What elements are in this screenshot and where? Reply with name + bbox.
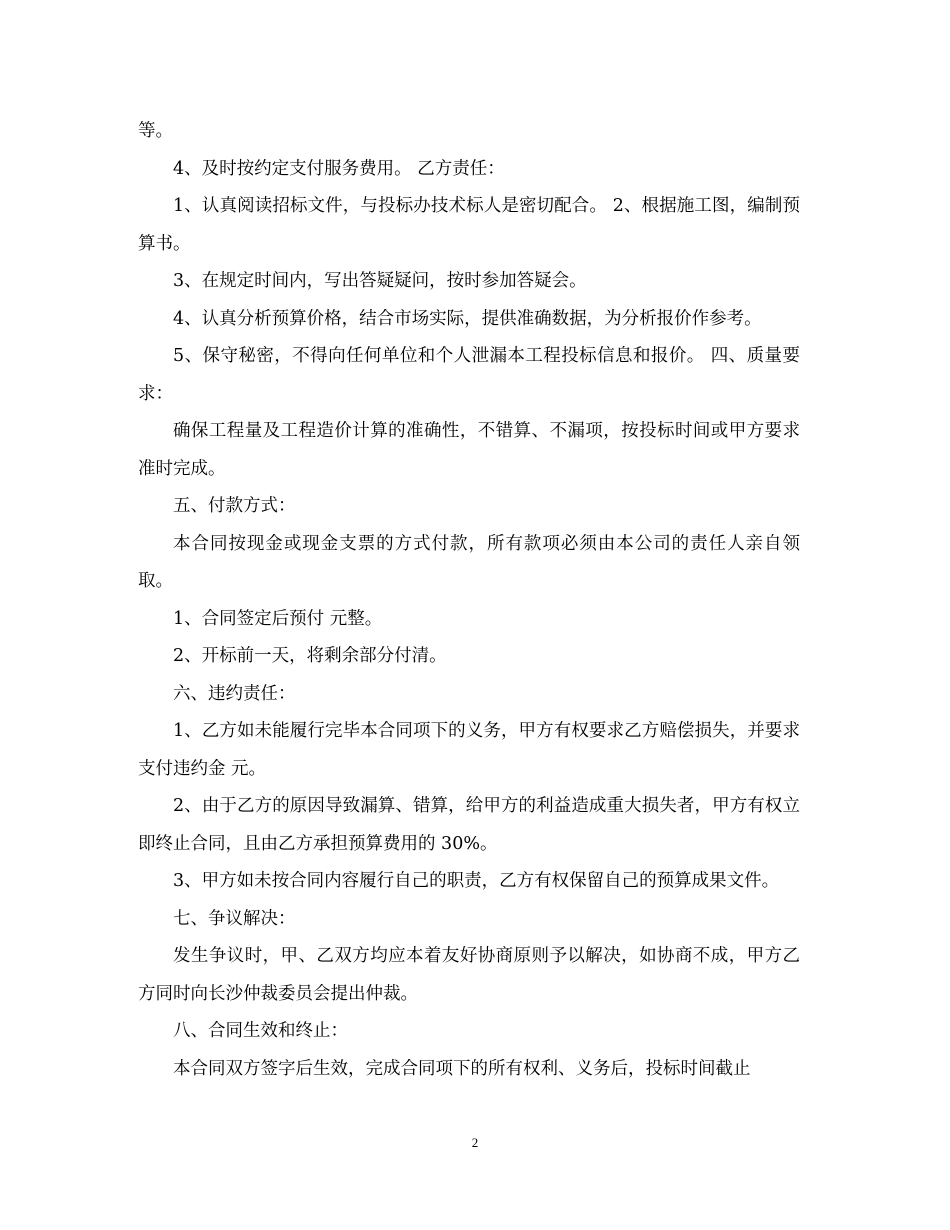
- paragraph: 六、违约责任：: [173, 683, 296, 704]
- document-body: [138, 113, 800, 1088]
- paragraph: 5、保守秘密，不得向任何单位和个人泄漏本工程投标信息和报价。 四、质量要求：: [138, 346, 800, 404]
- paragraph: 八、合同生效和终止：: [173, 1021, 348, 1041]
- paragraph: 2、开标前一天，将剩余部分付清。: [173, 646, 447, 666]
- paragraph: 4、认真分析预算价格，结合市场实际，提供准确数据，为分析报价作参考。: [173, 308, 762, 329]
- paragraph: 1、合同签定后预付 元整。: [173, 608, 383, 629]
- paragraph: 2、由于乙方的原因导致漏算、错算，给甲方的利益造成重大损失者，甲方有权立即终止合同，且由乙方承担预算费用的 30%。: [138, 796, 800, 854]
- paragraph: 本合同双方签字后生效，完成合同项下的所有权利、义务后，投标时间截止: [173, 1058, 751, 1079]
- page-number: 2: [471, 1135, 479, 1150]
- paragraph: 3、在规定时间内，写出答疑疑问，按时参加答疑会。: [173, 271, 587, 291]
- paragraph: 1、乙方如未能履行完毕本合同项下的义务，甲方有权要求乙方赔偿损失，并要求支付违约金 元。: [138, 721, 800, 779]
- paragraph: 4、及时按约定支付服务费用。 乙方责任：: [173, 158, 505, 179]
- paragraph: 3、甲方如未按合同内容履行自己的职责，乙方有权保留自己的预算成果文件。: [173, 871, 780, 891]
- paragraph: 确保工程量及工程造价计算的准确性，不错算、不漏项，按投标时间或甲方要求准时完成。: [138, 421, 800, 479]
- paragraph: 发生争议时，甲、乙双方均应本着友好协商原则予以解决，如协商不成，甲方乙方同时向长沙仲裁委员会提出仲裁。: [138, 946, 800, 1004]
- paragraph: 七、争议解决：: [173, 908, 296, 929]
- paragraph: 等。: [138, 121, 173, 141]
- paragraph: 五、付款方式：: [173, 496, 296, 516]
- paragraph: 1、认真阅读招标文件，与投标办技术标人是密切配合。 2、根据施工图，编制预算书。: [138, 196, 800, 254]
- paragraph: 本合同按现金或现金支票的方式付款，所有款项必须由本公司的责任人亲自领取。: [138, 533, 800, 591]
